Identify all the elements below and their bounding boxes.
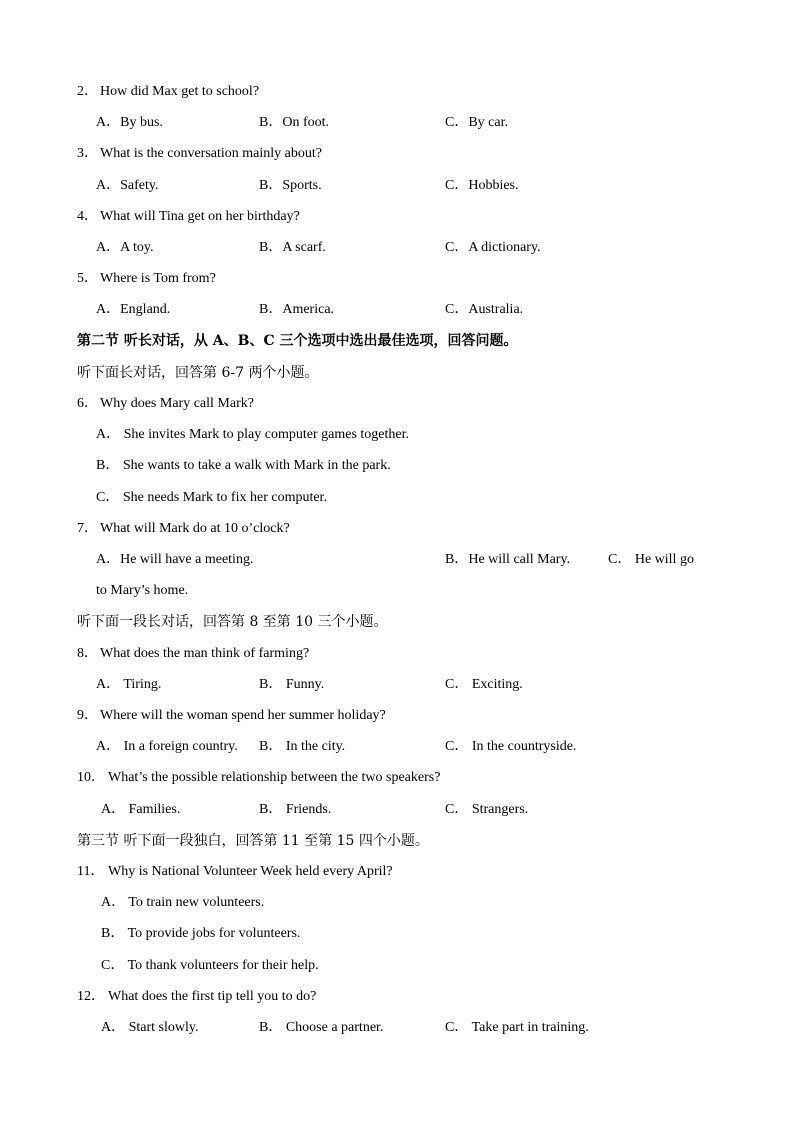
option-c: C．Australia. bbox=[445, 302, 524, 317]
option-b: B． In the city. bbox=[259, 739, 346, 754]
option-a: A． Families. bbox=[101, 802, 181, 817]
question-7-text: What will Mark do at 10 o’clock? bbox=[100, 521, 290, 536]
option-c: C． He will go bbox=[608, 552, 694, 567]
option-b: B．A scarf. bbox=[259, 240, 326, 255]
question-9-options bbox=[0, 737, 794, 757]
section-2-instruction-1: 听下面长对话，回答第 6-7 两个小题。 bbox=[77, 365, 319, 381]
question-10-options bbox=[0, 800, 794, 820]
option-b: B． Funny. bbox=[259, 677, 325, 692]
question-9-text: Where will the woman spend her summer holiday? bbox=[100, 708, 386, 723]
question-3 bbox=[0, 144, 794, 164]
question-5-options bbox=[0, 300, 794, 320]
question-12-number: 12． bbox=[77, 989, 105, 1004]
question-6-option-c: C． She needs Mark to fix her computer. bbox=[96, 490, 327, 505]
question-5 bbox=[0, 269, 794, 289]
question-2-options bbox=[0, 113, 794, 133]
option-a: A．Safety. bbox=[96, 178, 159, 193]
option-b: B． Choose a partner. bbox=[259, 1020, 384, 1035]
question-4-options bbox=[0, 238, 794, 258]
question-12 bbox=[0, 987, 794, 1007]
question-5-text: Where is Tom from? bbox=[100, 271, 216, 286]
option-a: A．A toy. bbox=[96, 240, 154, 255]
question-11-option-a: A． To train new volunteers. bbox=[101, 895, 265, 910]
question-5-number: 5． bbox=[77, 271, 98, 286]
question-4-text: What will Tina get on her birthday? bbox=[100, 209, 300, 224]
question-7-number: 7． bbox=[77, 521, 98, 536]
option-b: B．On foot. bbox=[259, 115, 330, 130]
question-3-text: What is the conversation mainly about? bbox=[100, 146, 322, 161]
option-c: C．Hobbies. bbox=[445, 178, 519, 193]
question-7 bbox=[0, 519, 794, 539]
option-b: B． Friends. bbox=[259, 802, 332, 817]
question-3-options bbox=[0, 176, 794, 196]
question-7-option-c-continued: to Mary’s home. bbox=[96, 583, 189, 598]
option-a: A．He will have a meeting. bbox=[96, 552, 254, 567]
question-6-text: Why does Mary call Mark? bbox=[100, 396, 254, 411]
question-11-number: 11． bbox=[77, 864, 105, 879]
option-a: A． Tiring. bbox=[96, 677, 162, 692]
question-12-options bbox=[0, 1018, 794, 1038]
question-6-number: 6． bbox=[77, 396, 98, 411]
question-2-text: How did Max get to school? bbox=[100, 84, 260, 99]
question-11 bbox=[0, 862, 794, 882]
question-6 bbox=[0, 394, 794, 414]
question-9 bbox=[0, 706, 794, 726]
option-a: A． In a foreign country. bbox=[96, 739, 238, 754]
option-b: B．America. bbox=[259, 302, 335, 317]
question-2 bbox=[0, 82, 794, 102]
option-c: C． Exciting. bbox=[445, 677, 523, 692]
option-a: A． Start slowly. bbox=[101, 1020, 199, 1035]
option-c: C．By car. bbox=[445, 115, 508, 130]
option-c: C． Strangers. bbox=[445, 802, 529, 817]
question-10-number: 10． bbox=[77, 770, 105, 785]
question-6-option-b: B． She wants to take a walk with Mark in the park. bbox=[96, 458, 391, 473]
option-c: C． In the countryside. bbox=[445, 739, 577, 754]
question-10 bbox=[0, 768, 794, 788]
question-11-option-c: C． To thank volunteers for their help. bbox=[101, 958, 319, 973]
question-2-number: 2． bbox=[77, 84, 98, 99]
question-10-text: What’s the possible relationship between the two speakers? bbox=[108, 770, 441, 785]
question-12-text: What does the first tip tell you to do? bbox=[108, 989, 317, 1004]
section-3-title: 第三节 听下面一段独白，回答第 11 至第 15 四个小题。 bbox=[77, 833, 429, 849]
question-8-number: 8． bbox=[77, 646, 98, 661]
question-8-options bbox=[0, 675, 794, 695]
question-4-number: 4． bbox=[77, 209, 98, 224]
question-8 bbox=[0, 644, 794, 664]
question-7-options bbox=[0, 550, 794, 570]
question-8-text: What does the man think of farming? bbox=[100, 646, 310, 661]
question-11-text: Why is National Volunteer Week held every April? bbox=[108, 864, 393, 879]
option-a: A．England. bbox=[96, 302, 171, 317]
option-b: B．Sports. bbox=[259, 178, 322, 193]
option-b: B．He will call Mary. bbox=[445, 552, 571, 567]
section-2-instruction-2: 听下面一段长对话，回答第 8 至第 10 三个小题。 bbox=[77, 614, 388, 630]
option-c: C． Take part in training. bbox=[445, 1020, 589, 1035]
question-3-number: 3． bbox=[77, 146, 98, 161]
question-4 bbox=[0, 207, 794, 227]
question-6-option-a: A． She invites Mark to play computer games together. bbox=[96, 427, 409, 442]
option-c: C．A dictionary. bbox=[445, 240, 541, 255]
question-9-number: 9． bbox=[77, 708, 98, 723]
question-11-option-b: B． To provide jobs for volunteers. bbox=[101, 926, 301, 941]
section-2-title: 第二节 听长对话，从 A、B、C 三个选项中选出最佳选项，回答问题。 bbox=[77, 333, 518, 349]
option-a: A．By bus. bbox=[96, 115, 163, 130]
